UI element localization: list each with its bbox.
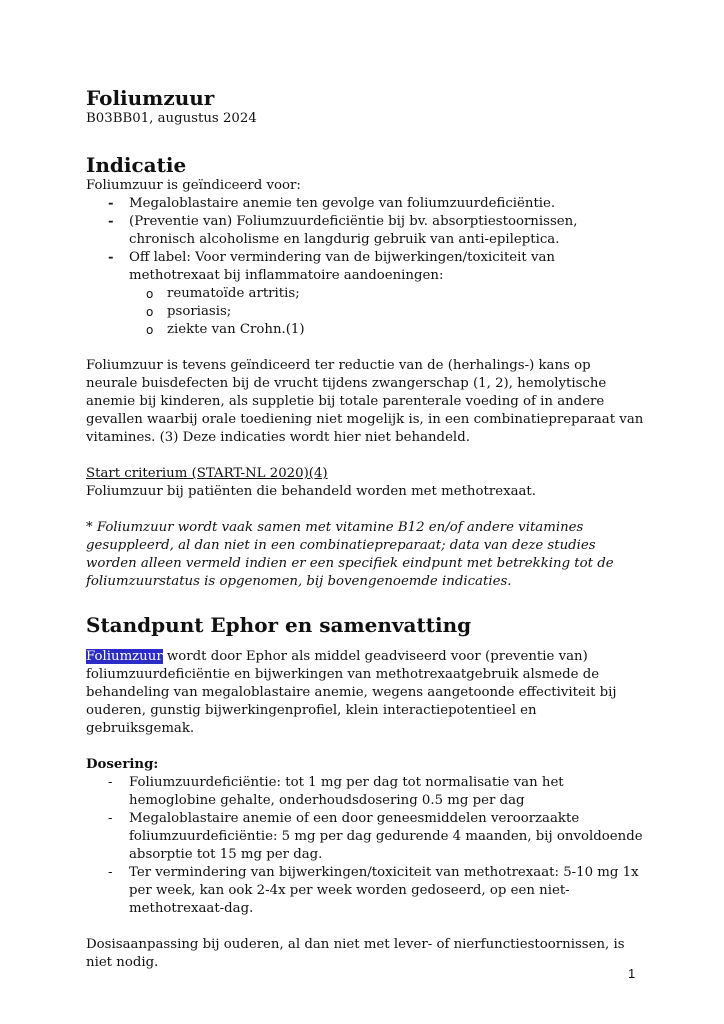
indicatie-intro: Foliumzuur is geïndiceerd voor: — [86, 178, 301, 193]
list-item: - (Preventie van) Foliumzuurdeficiëntie bij bv. absorptiestoornissen, chronisch alcoholisme en langdurig gebruik van anti-epileptica. — [108, 214, 578, 247]
list-item: o reumatoïde artritis; — [146, 286, 300, 301]
dosering-heading: Dosering: — [86, 757, 159, 772]
selected-text-highlight[interactable]: Foliumzuur — [86, 649, 163, 664]
indicatie-sublist — [86, 285, 646, 339]
start-criterium-heading: Start criterium (START-NL 2020)(4) — [86, 466, 328, 481]
start-criterium-text: Foliumzuur bij patiënten die behandeld worden met methotrexaat. — [86, 484, 536, 499]
list-item: - Ter vermindering van bijwerkingen/toxiciteit van methotrexaat: 5-10 mg 1x per week, kan ook 2-4x per week worden gedoseerd, op een niet-methotrexaat-dag. — [108, 865, 639, 916]
document-title: Foliumzuur — [86, 86, 215, 110]
document-body — [86, 86, 646, 972]
dosisaanpassing-text: Dosisaanpassing bij ouderen, al dan niet met lever- of nierfunctiestoornissen, is niet nodig. — [86, 937, 625, 970]
section-heading-standpunt: Standpunt Ephor en samenvatting — [86, 613, 472, 637]
page-number: 1 — [628, 966, 636, 981]
list-item: - Off label: Voor vermindering van de bijwerkingen/toxiciteit van methotrexaat bij inflammatoire aandoeningen: — [108, 250, 555, 283]
list-item: - Megaloblastaire anemie of een door geneesmiddelen veroorzaakte foliumzuurdeficiëntie: 5 mg per dag gedurende 4 maanden, bij onvoldoende absorptie tot 15 mg per dag. — [108, 811, 643, 862]
document-subtitle: B03BB01, augustus 2024 — [86, 111, 257, 126]
list-item: - Foliumzuurdeficiëntie: tot 1 mg per dag tot normalisatie van het hemoglobine gehalte, onderhoudsdosering 0.5 mg per dag — [108, 775, 564, 808]
indicatie-list — [86, 195, 646, 285]
standpunt-paragraph: Foliumzuur wordt door Ephor als middel geadviseerd voor (preventie van) foliumzuurdeficiëntie en bijwerkingen van methotrexaatgebruik alsmede de behandeling van megaloblastaire anemie, wegens aangetoonde effectiviteit bij ouderen, gunstig bijwerkingenprofiel, klein interactiepotentieel en gebruiksgemak. — [86, 649, 617, 736]
list-item: - Megaloblastaire anemie ten gevolge van foliumzuurdeficiëntie. — [108, 196, 556, 211]
footnote-paragraph: * Foliumzuur wordt vaak samen met vitamine B12 en/of andere vitamines gesuppleerd, al dan niet in een combinatiepreparaat; data van deze studies worden alleen vermeld indien er een specifiek eindpunt met betrekking tot de foliumzuurstatus is opgenomen, bij bovengenoemde indicaties. — [86, 520, 614, 589]
list-item: o psoriasis; — [146, 304, 232, 319]
dosering-list — [86, 774, 646, 918]
section-heading-indicatie: Indicatie — [86, 153, 187, 177]
list-item: o ziekte van Crohn.(1) — [146, 322, 305, 337]
indicatie-paragraph: Foliumzuur is tevens geïndiceerd ter reductie van de (herhalings-) kans op neurale buisdefecten bij de vrucht tijdens zwangerschap (1, 2), hemolytische anemie bij kinderen, als suppletie bij totale parenterale voeding of in andere gevallen waarbij orale toediening niet mogelijk is, in een combinatiepreparaat van vitamines. (3) Deze indicaties wordt hier niet behandeld. — [86, 358, 644, 445]
